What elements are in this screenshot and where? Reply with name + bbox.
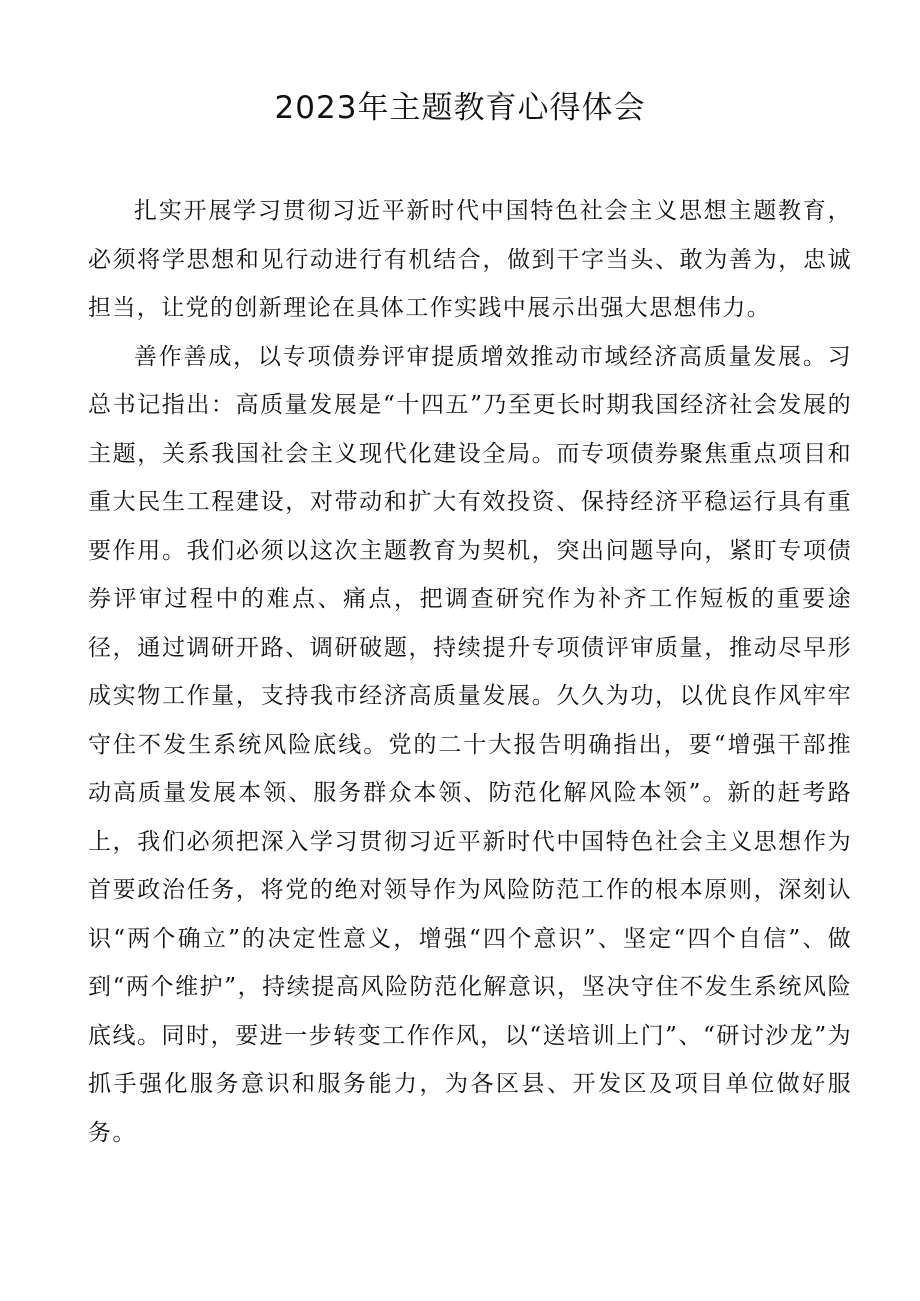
document-body bbox=[88, 187, 852, 1157]
paragraph-2: 善作善成，以专项债券评审提质增效推动市域经济高质量发展。习总书记指出：高质量发展是“十四五”乃至更长时期我国经济社会发展的主题，关系我国社会主义现代化建设全局。而专项债券聚焦重点项目和重大民生工程建设，对带动和扩大有效投资、保持经济平稳运行具有重要作用。我们必须以这次主题教育为契机，突出问题导向，紧盯专项债券评审过程中的难点、痛点，把调查研究作为补齐工作短板的重要途径，通过调研开路、调研破题，持续提升专项债评审质量，推动尽早形成实物工作量，支持我市经济高质量发展。久久为功，以优良作风牢牢守住不发生系统风险底线。党的二十大报告明确指出，要“增强干部推动高质量发展本领、服务群众本领、防范化解风险本领”。新的赶考路上，我们必须把深入学习贯彻习近平新时代中国特色社会主义思想作为首要政治任务，将党的绝对领导作为风险防范工作的根本原则，深刻认识“两个确立”的决定性意义，增强“四个意识”、坚定“四个自信”、做到“两个维护”，持续提高风险防范化解意识，坚决守住不发生系统风险底线。同时，要进一步转变工作作风，以“送培训上门”、“研讨沙龙”为抓手强化服务意识和服务能力，为各区县、开发区及项目单位做好服务。 bbox=[88, 343, 852, 1146]
document-title: 2023年主题教育心得体会 bbox=[274, 90, 646, 126]
paragraph-1: 扎实开展学习贯彻习近平新时代中国特色社会主义思想主题教育，必须将学思想和见行动进行有机结合，做到干字当头、敢为善为，忠诚担当，让党的创新理论在具体工作实践中展示出强大思想伟力。 bbox=[88, 198, 852, 321]
